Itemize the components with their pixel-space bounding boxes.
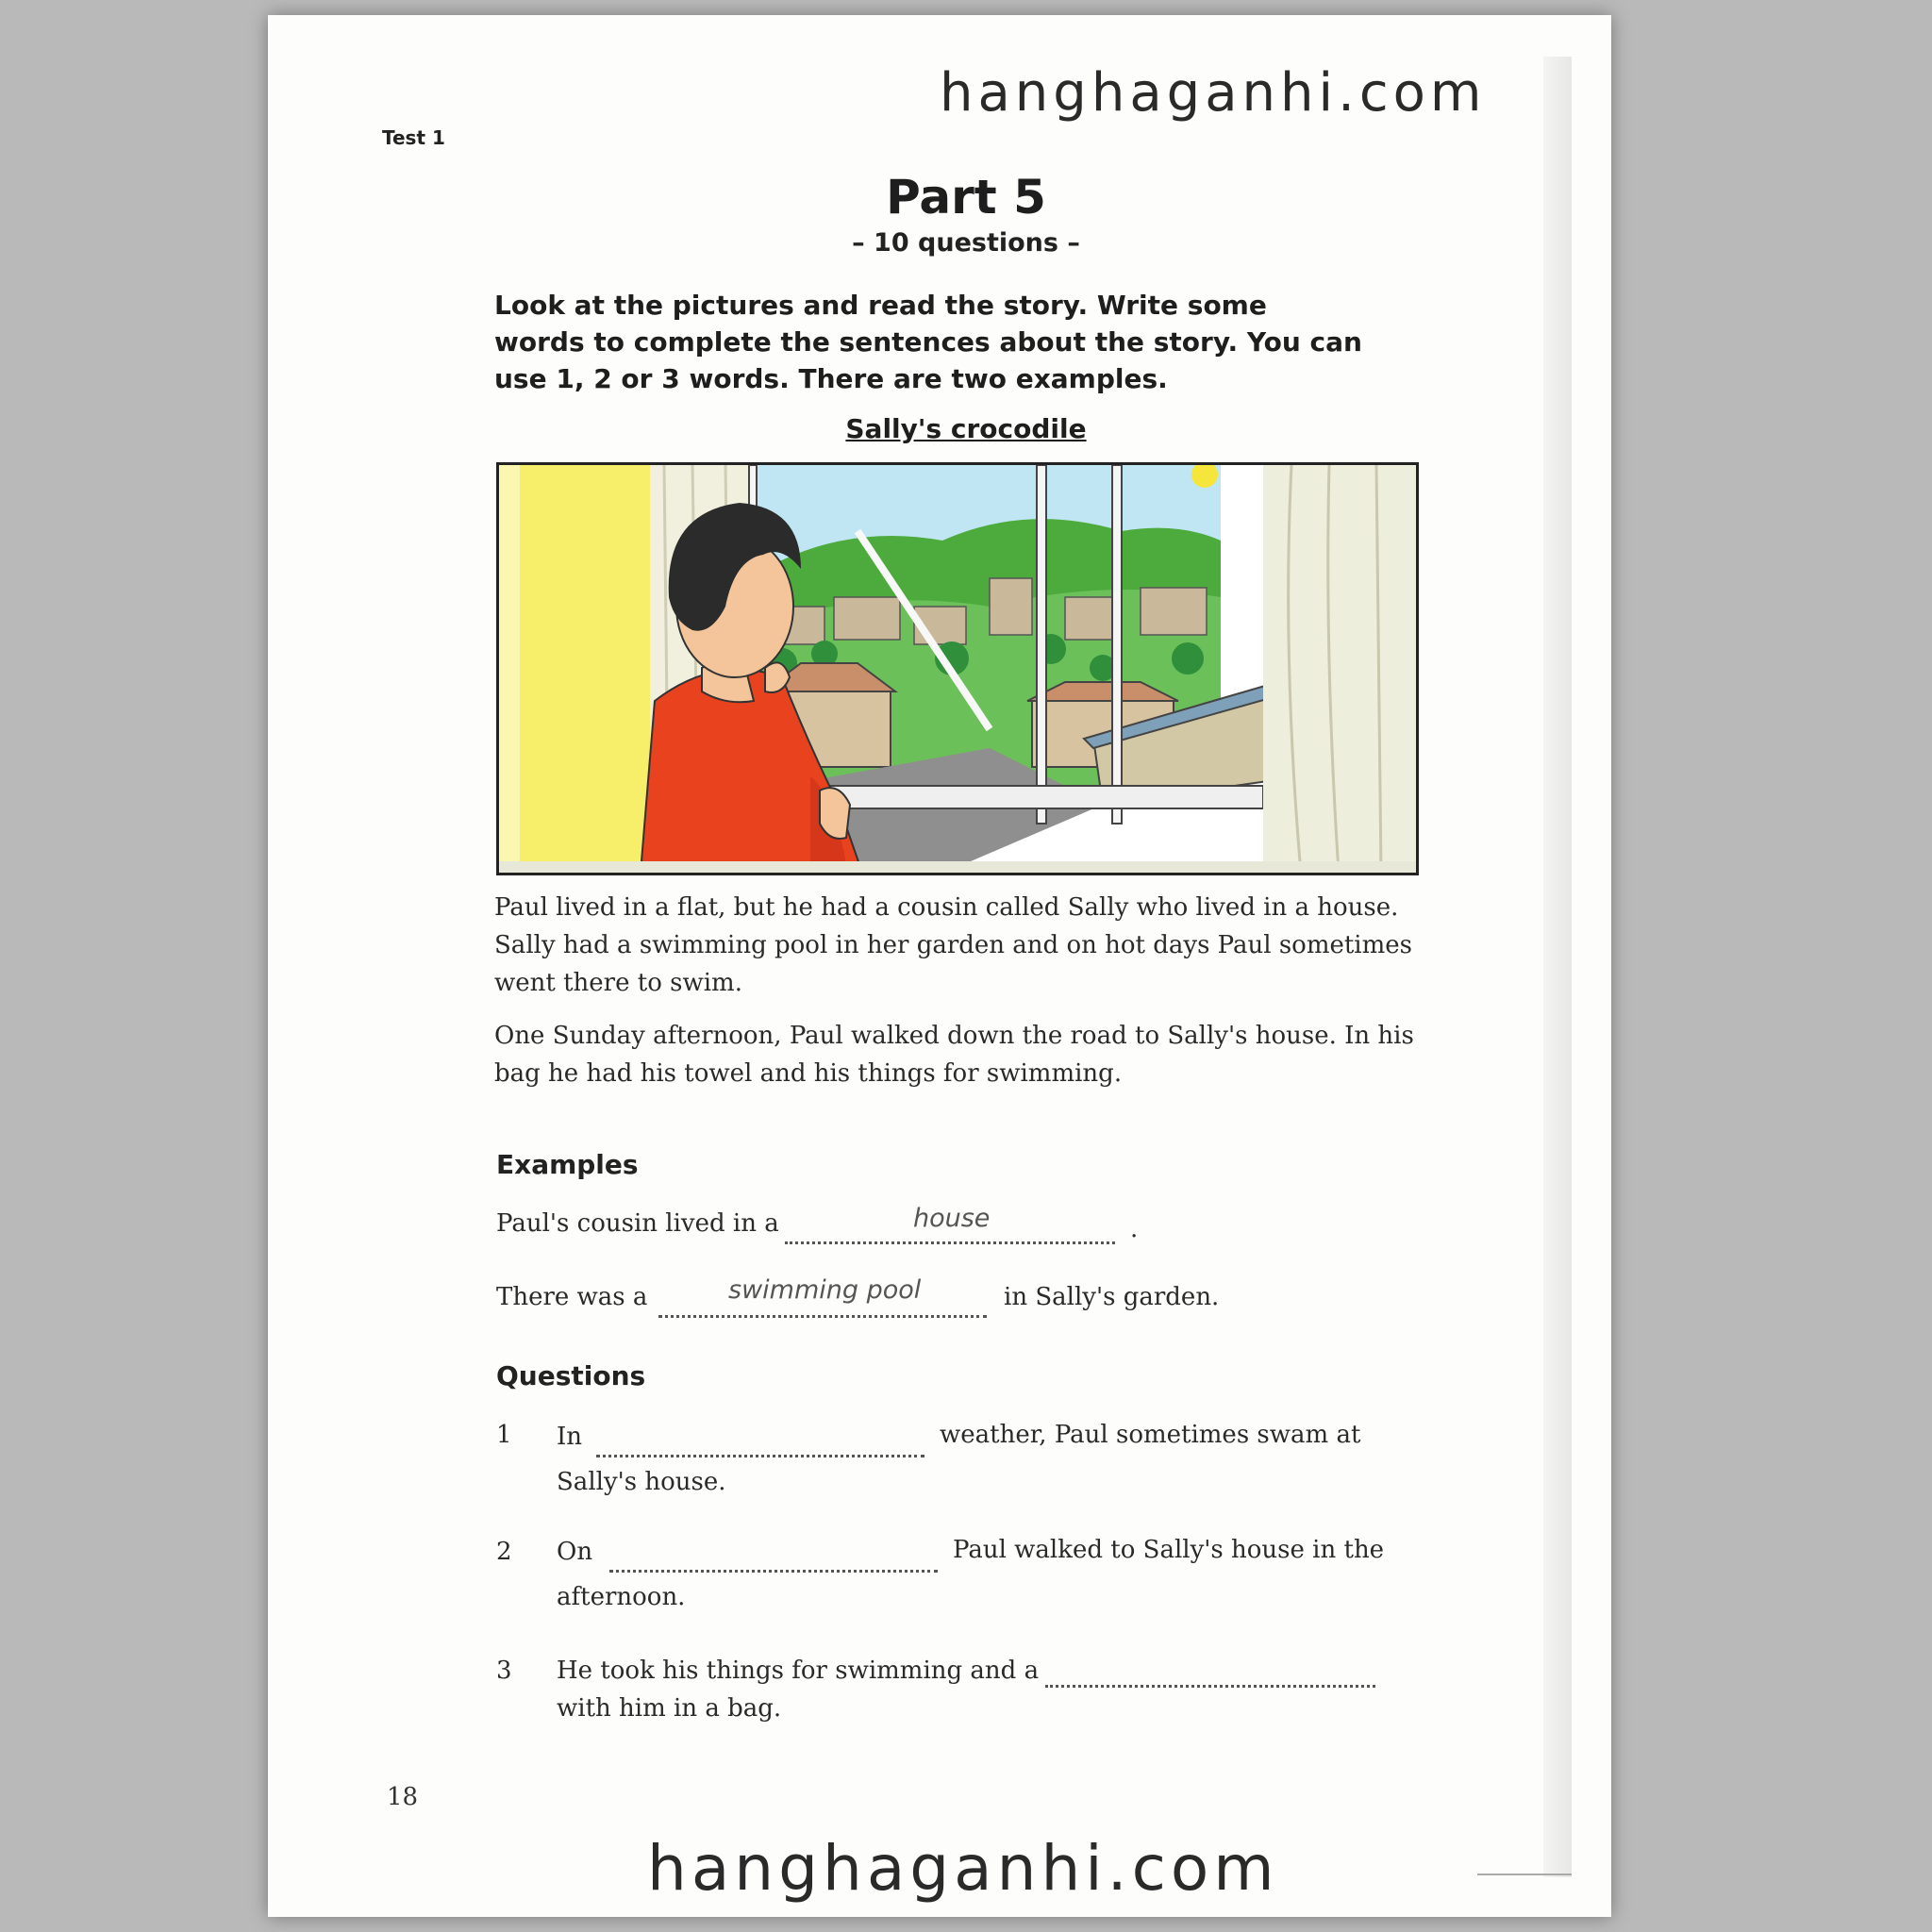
- question-2-blank[interactable]: [609, 1570, 938, 1573]
- question-2-number: 2: [496, 1538, 512, 1566]
- question-3-before: He took his things for swimming and a: [557, 1657, 1040, 1685]
- page-edge: [1543, 57, 1572, 1877]
- page-number: 18: [387, 1783, 419, 1811]
- question-1-line2: Sally's house.: [557, 1468, 726, 1496]
- story-illustration: [496, 462, 1419, 875]
- question-1-number: 1: [496, 1421, 512, 1449]
- question-2-after: Paul walked to Sally's house in the: [953, 1536, 1385, 1564]
- question-1-after: weather, Paul sometimes swam at: [940, 1421, 1361, 1449]
- story-title: Sally's crocodile: [845, 413, 1087, 444]
- example-1-period: .: [1130, 1215, 1139, 1243]
- question-1-blank[interactable]: [596, 1455, 924, 1457]
- question-3-blank[interactable]: [1045, 1685, 1375, 1688]
- corner-line: [1477, 1874, 1572, 1875]
- questions-heading: Questions: [496, 1360, 646, 1391]
- examples-heading: Examples: [496, 1149, 639, 1180]
- watermark-bottom: hanghaganhi.com: [647, 1832, 1279, 1905]
- question-2-line2: afternoon.: [557, 1583, 686, 1611]
- example-2-text: There was a: [496, 1283, 648, 1311]
- example-2-blank: [658, 1315, 987, 1318]
- example-1-answer: house: [913, 1204, 991, 1233]
- watermark-top: hanghaganhi.com: [940, 62, 1487, 124]
- question-3-line2: with him in a bag.: [557, 1694, 782, 1723]
- example-2-after: in Sally's garden.: [1004, 1283, 1220, 1311]
- test-label: Test 1: [382, 126, 445, 149]
- question-3-number: 3: [496, 1657, 512, 1685]
- question-1-before: In: [557, 1423, 583, 1451]
- part-title: Part 5: [886, 170, 1046, 225]
- instructions: Look at the pictures and read the story. Write some words to complete the sentences about the story. You can use 1, 2 or 3 words. There are two examples.: [494, 290, 1362, 394]
- part-subtitle: – 10 questions –: [852, 228, 1080, 258]
- example-1-text: Paul's cousin lived in a: [496, 1209, 779, 1238]
- example-2-answer: swimming pool: [728, 1275, 922, 1305]
- story-paragraph-1: Paul lived in a flat, but he had a cousin called Sally who lived in a house. Sally had a swimming pool in her garden and on hot days Paul sometimes went there to swim.: [494, 893, 1413, 997]
- story-paragraph-2: One Sunday afternoon, Paul walked down the road to Sally's house. In his bag he had his towel and his things for swimming.: [494, 1022, 1414, 1088]
- example-1-blank: [785, 1241, 1115, 1244]
- question-2-before: On: [557, 1538, 593, 1566]
